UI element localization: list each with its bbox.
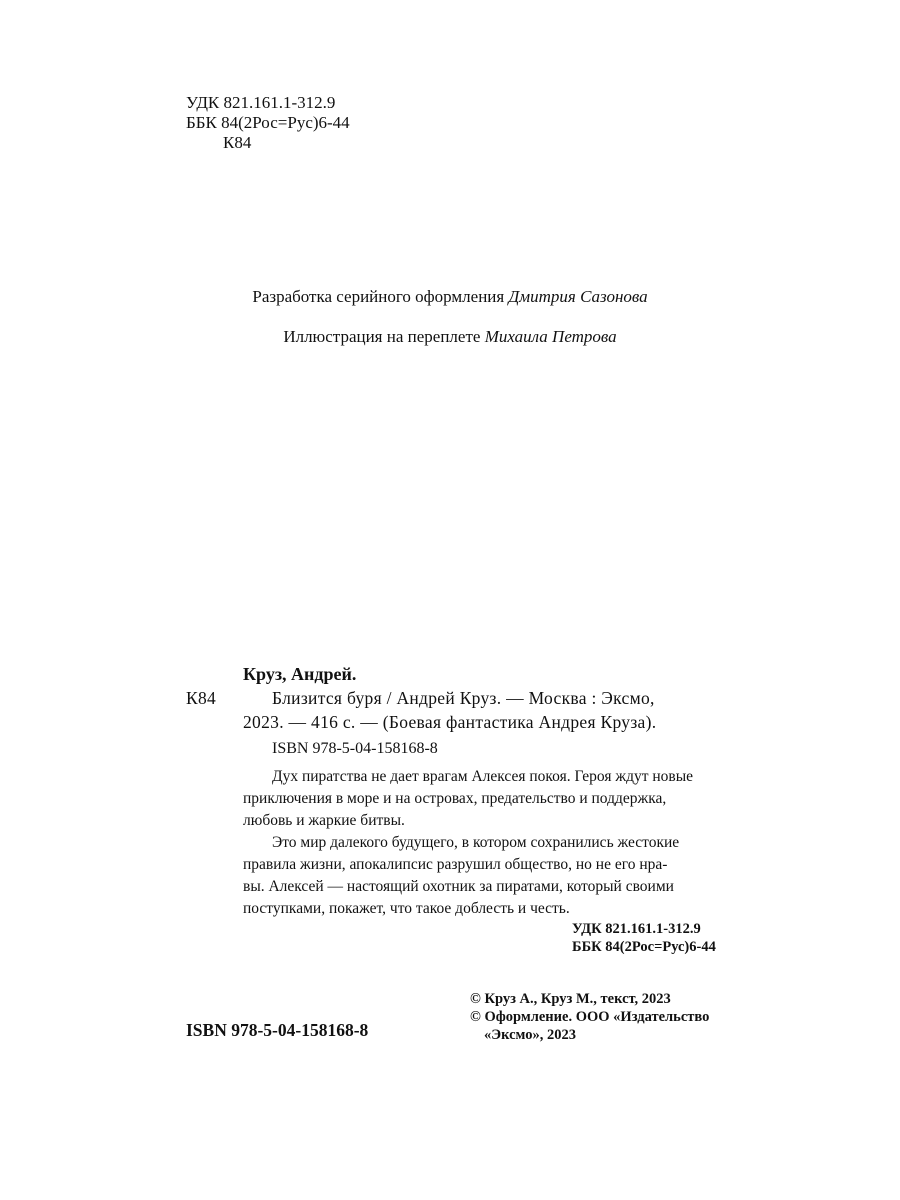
annotation-line: приключения в море и на островах, предательство и поддержка, [243, 790, 667, 807]
copyright-block [470, 990, 709, 1044]
book-author: Круз, Андрей. [243, 664, 357, 684]
annotation-line: Это мир далекого будущего, в котором сохранились жестокие [272, 834, 680, 851]
udk-code: УДК 821.161.1-312.9 [186, 93, 336, 112]
design-credit-name: Дмитрия Сазонова [508, 287, 648, 306]
annotation [243, 766, 693, 920]
annotation-line: Дух пиратства не дает врагам Алексея покоя. Героя ждут новые [272, 768, 694, 785]
annotation-line: поступками, покажет, что такое доблесть и честь. [243, 900, 570, 917]
bbk-code: ББК 84(2Рос=Рус)6-44 [186, 113, 350, 132]
illustration-credit-name: Михаила Петрова [484, 327, 617, 346]
footer-udk-code: УДК 821.161.1-312.9 [572, 921, 701, 937]
copyright-design: © Оформление. ООО «Издательство [470, 1009, 710, 1025]
annotation-line: вы. Алексей — настоящий охотник за пиратами, который своими [243, 878, 674, 895]
copyright-text: © Круз А., Круз М., текст, 2023 [470, 991, 671, 1007]
illustration-credit [0, 327, 900, 347]
author-sign: К84 [223, 133, 252, 152]
annotation-line: правила жизни, апокалипсис разрушил общество, но не его нра- [243, 856, 668, 873]
copyright-publisher: «Эксмо», 2023 [484, 1027, 576, 1043]
book-title-line-2: 2023. — 416 с. — (Боевая фантастика Андрея Круза). [243, 712, 657, 732]
annotation-line: любовь и жаркие битвы. [243, 812, 405, 829]
design-credit [0, 287, 900, 307]
bibliographic-sign: К84 [186, 688, 217, 708]
book-title-line-1: Близится буря / Андрей Круз. — Москва : Эксмо, [272, 688, 655, 708]
footer-classification [572, 920, 716, 956]
illustration-credit-prefix: Иллюстрация на переплете [283, 327, 481, 346]
design-credit-prefix: Разработка серийного оформления [252, 287, 505, 306]
classification-block [186, 93, 350, 153]
footer-bbk-code: ББК 84(2Рос=Рус)6-44 [572, 939, 716, 955]
footer-isbn: ISBN 978-5-04-158168-8 [186, 1020, 369, 1040]
book-isbn: ISBN 978-5-04-158168-8 [272, 740, 438, 757]
